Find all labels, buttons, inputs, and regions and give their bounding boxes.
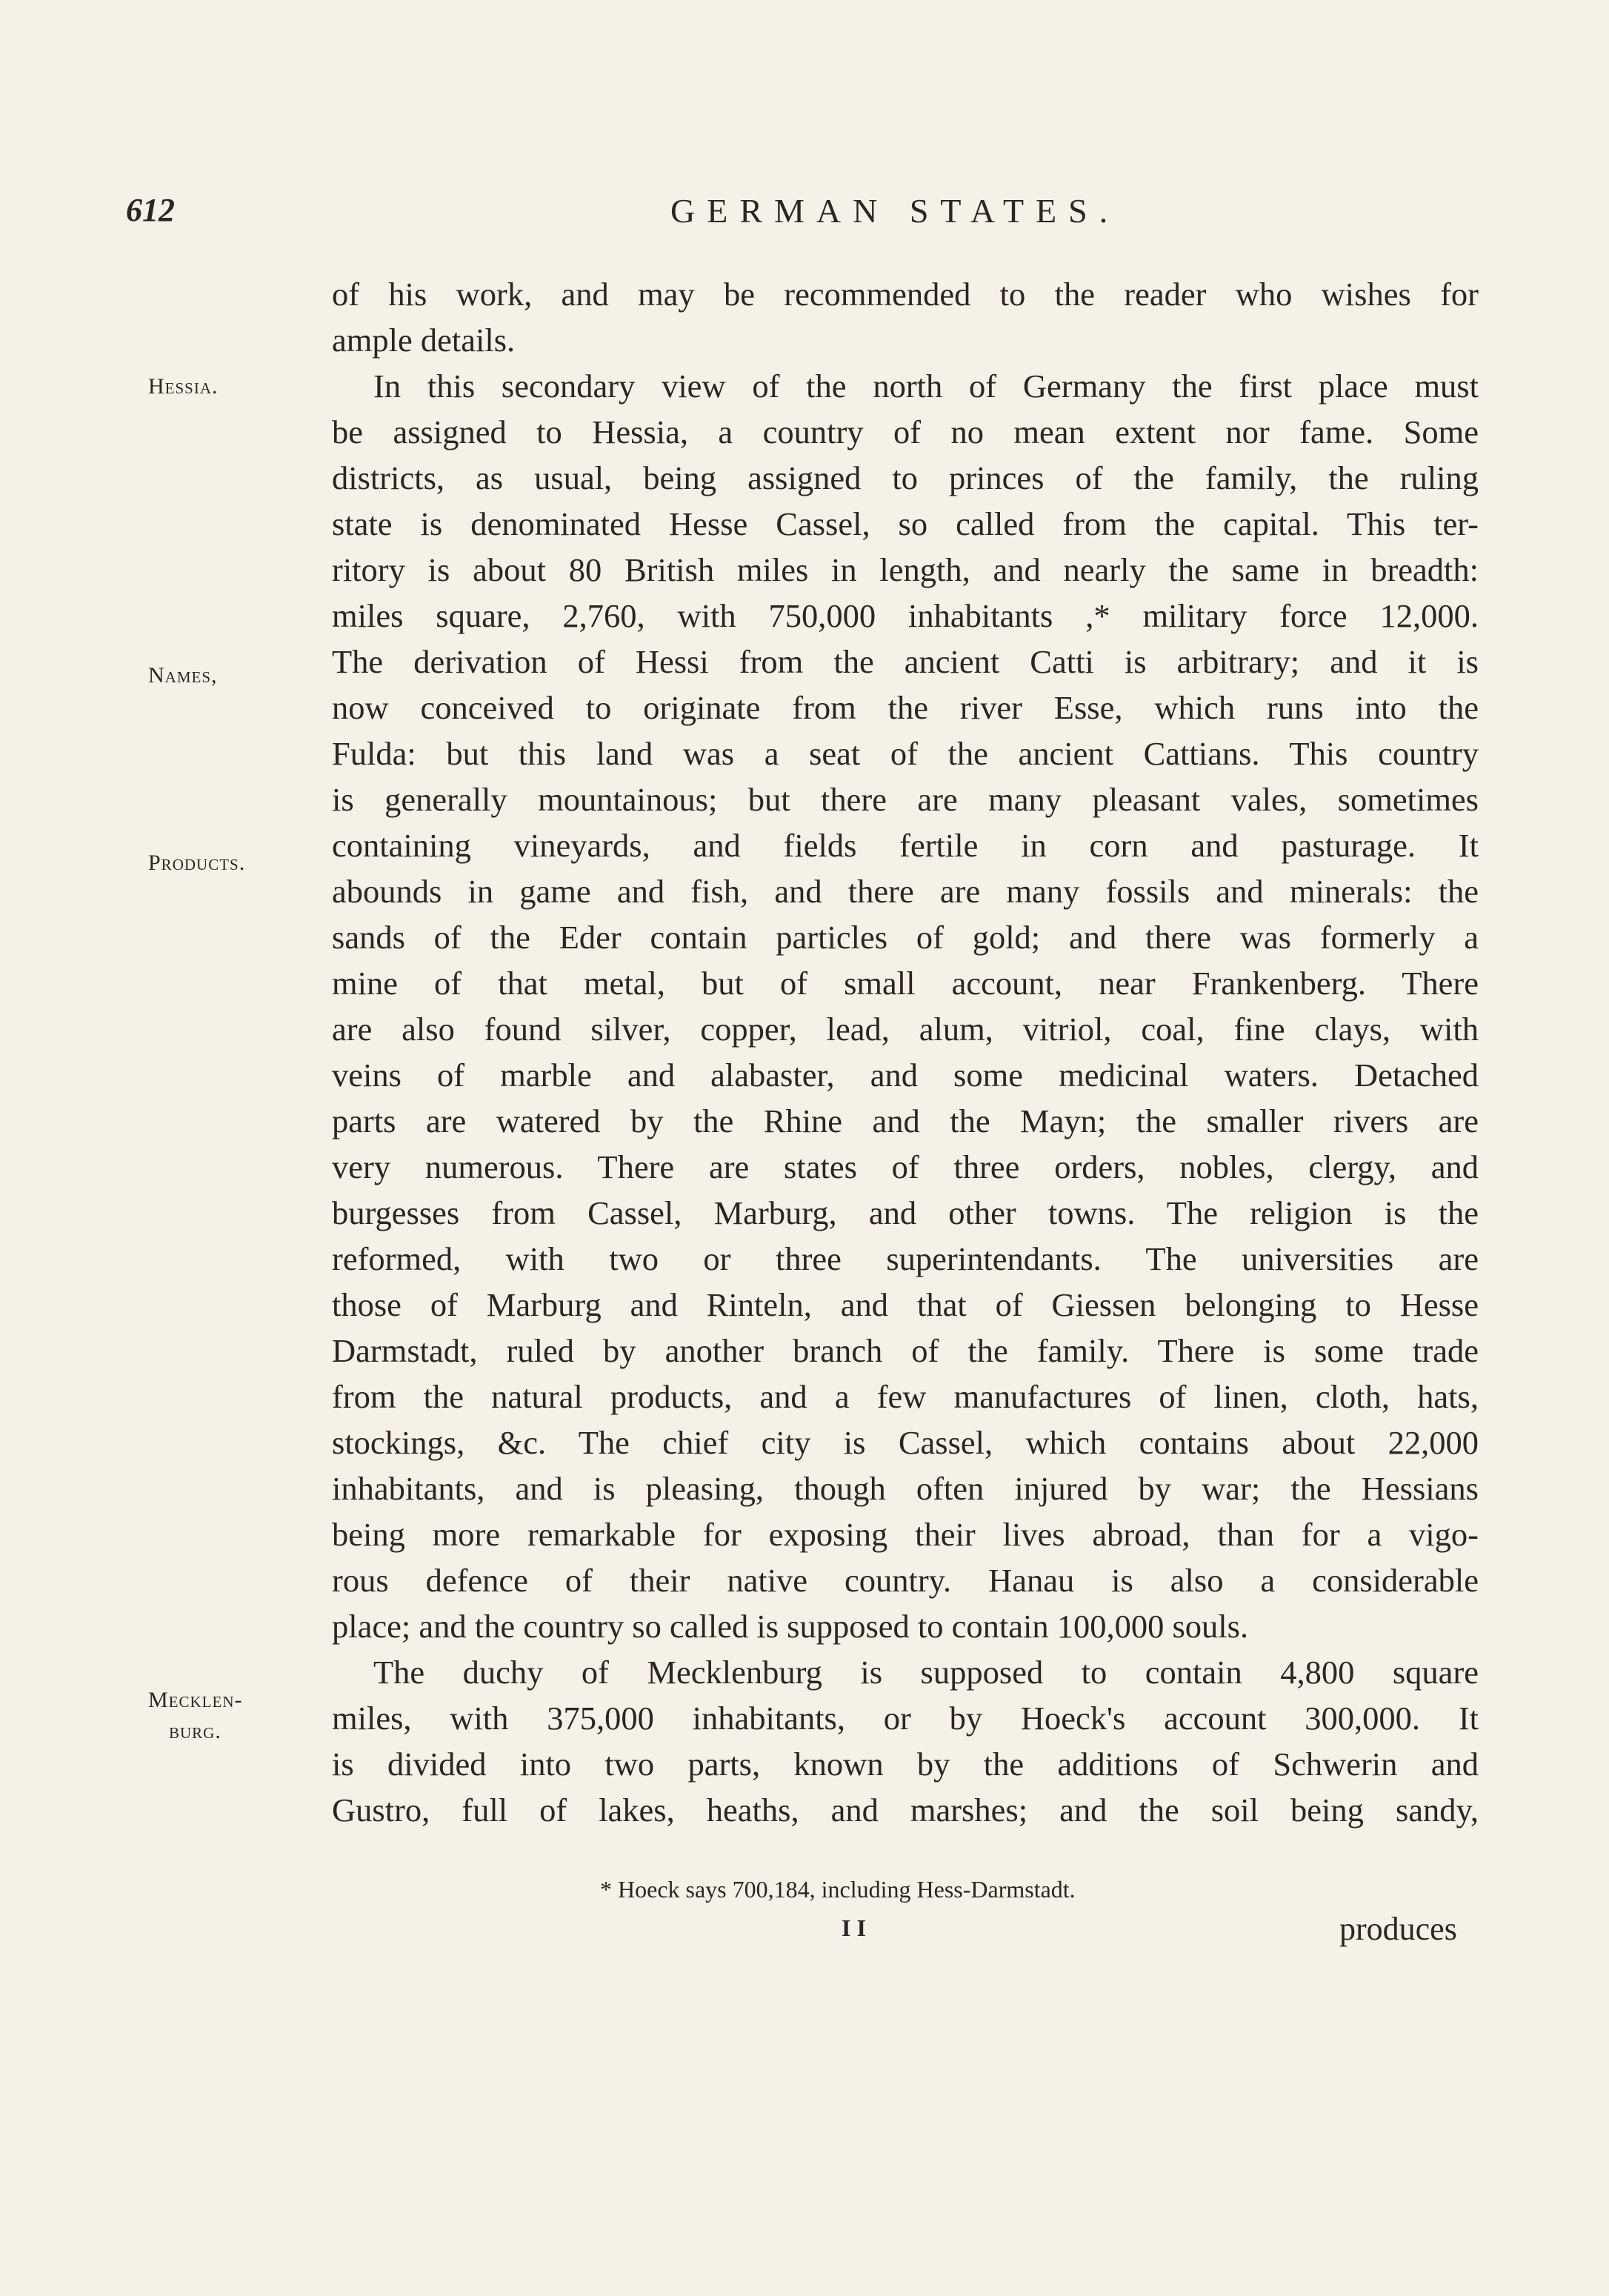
margin-note-products: Products.	[148, 851, 246, 875]
text-line: stockings, &c. The chief city is Cassel, which contains about 22,000	[332, 1424, 1479, 1461]
signature-mark: I I	[842, 1914, 866, 1941]
margin-note-mecklenburg-cont: burg.	[169, 1719, 221, 1743]
text-line: The duchy of Mecklenburg is supposed to contain 4,800 square	[373, 1654, 1479, 1691]
text-line: Fulda: but this land was a seat of the ancient Cattians. This country	[332, 735, 1479, 772]
text-line: be assigned to Hessia, a country of no mean extent nor fame. Some	[332, 413, 1479, 450]
text-line: The derivation of Hessi from the ancient Catti is arbitrary; and it is	[332, 643, 1479, 680]
text-line: sands of the Eder contain particles of gold; and there was formerly a	[332, 919, 1479, 956]
text-line: parts are watered by the Rhine and the Mayn; the smaller rivers are	[332, 1102, 1479, 1139]
text-line: rous defence of their native country. Hanau is also a considerable	[332, 1562, 1479, 1599]
body-text	[332, 271, 1479, 1833]
text-line: burgesses from Cassel, Marburg, and other towns. The religion is the	[332, 1194, 1479, 1231]
text-line: Gustro, full of lakes, heaths, and marshes; and the soil being sandy,	[332, 1791, 1479, 1829]
text-line: mine of that metal, but of small account, near Frankenberg. There	[332, 965, 1479, 1002]
text-line: districts, as usual, being assigned to princes of the family, the ruling	[332, 459, 1479, 496]
running-title: GERMAN STATES.	[670, 192, 1120, 230]
text-line: state is denominated Hesse Cassel, so called from the capital. This ter-	[332, 505, 1479, 542]
text-line: inhabitants, and is pleasing, though often injured by war; the Hessians	[332, 1470, 1479, 1507]
text-line: abounds in game and fish, and there are many fossils and minerals: the	[332, 873, 1479, 910]
text-line: are also found silver, copper, lead, alum, vitriol, coal, fine clays, with	[332, 1011, 1479, 1048]
text-line: ample details.	[332, 322, 516, 359]
text-line: reformed, with two or three superintendants. The universities are	[332, 1240, 1479, 1277]
text-line: In this secondary view of the north of Germany the first place must	[373, 367, 1479, 405]
text-line: those of Marburg and Rinteln, and that of Giessen belonging to Hesse	[332, 1286, 1479, 1323]
text-line: from the natural products, and a few manufactures of linen, cloth, hats,	[332, 1378, 1479, 1415]
text-line: ritory is about 80 British miles in length, and nearly the same in breadth:	[332, 551, 1479, 588]
text-line: of his work, and may be recommended to the reader who wishes for	[332, 276, 1479, 313]
text-line: miles square, 2,760, with 750,000 inhabitants ,* military force 12,000.	[332, 597, 1479, 634]
catchword: produces	[1339, 1911, 1457, 1947]
text-line: miles, with 375,000 inhabitants, or by Hoeck's account 300,000. It	[332, 1700, 1479, 1737]
text-line: Darmstadt, ruled by another branch of the family. There is some trade	[332, 1332, 1479, 1369]
text-line: is generally mountainous; but there are many pleasant vales, sometimes	[332, 781, 1479, 818]
text-line: being more remarkable for exposing their lives abroad, than for a vigo-	[332, 1516, 1479, 1553]
text-line: containing vineyards, and fields fertile in corn and pasturage. It	[332, 827, 1479, 864]
page-number: 612	[126, 192, 175, 228]
margin-note-mecklenburg: Mecklen-	[148, 1688, 243, 1712]
text-line: place; and the country so called is supposed to contain 100,000 souls.	[332, 1608, 1249, 1645]
text-line: veins of marble and alabaster, and some medicinal waters. Detached	[332, 1057, 1479, 1094]
margin-note-names: Names,	[148, 663, 218, 688]
margin-note-hessia: Hessia.	[148, 374, 219, 399]
footnote: * Hoeck says 700,184, including Hess-Darmstadt.	[600, 1876, 1076, 1903]
text-line: now conceived to originate from the river Esse, which runs into the	[332, 689, 1479, 726]
text-line: is divided into two parts, known by the additions of Schwerin and	[332, 1746, 1479, 1783]
text-line: very numerous. There are states of three orders, nobles, clergy, and	[332, 1148, 1479, 1185]
